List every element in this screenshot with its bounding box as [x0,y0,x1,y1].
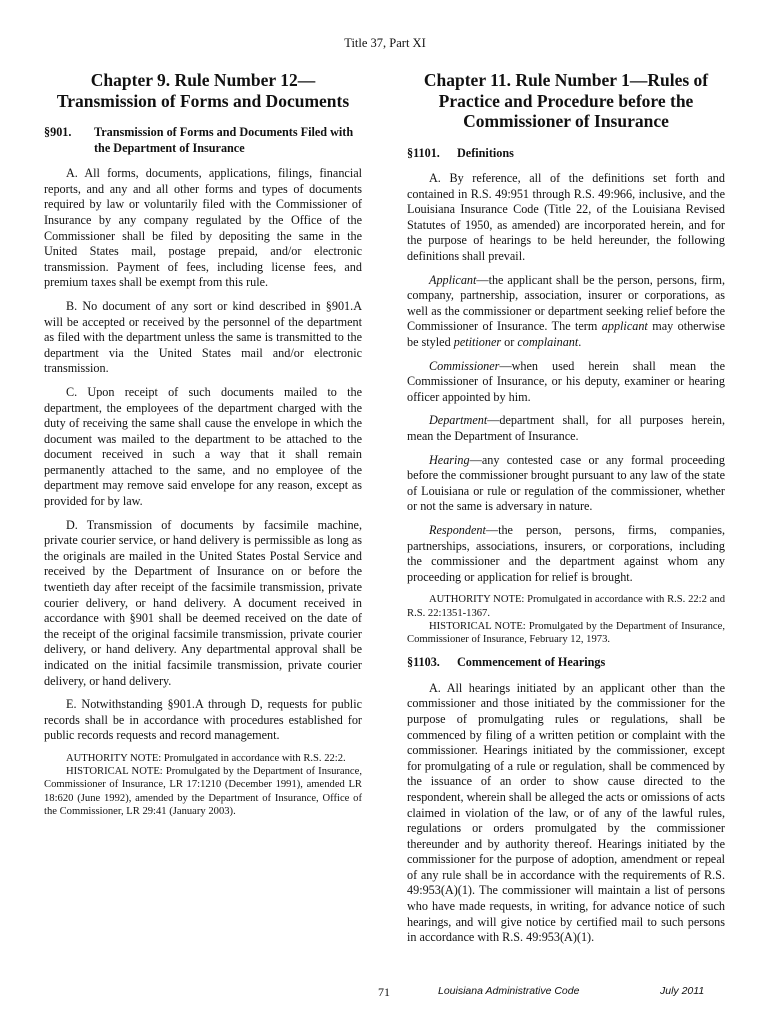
section-1101-heading [407,146,725,162]
paragraph-1103-a: A. All hearings initiated by an applicant other than the commissioner and those initiated by the commissioner for the purpose of promulgating rules or regulations, shall be commenced by filing of a written petition or complaint with the commissioner. Hearings initiated by the commissioner, except for promulgating of a rule or regulation, shall be commenced by the issuance of an order to show cause directed to the respondent, wherein shall be alleged the acts or omissions of acts claimed in violation of the law, or of any of the lawful rules, regulations or orders promulgated by the commissioner thereunder and by authority thereof. Hearings initiated by the commissioner for the purpose of adoption, amendment or repeal of any rule shall be in accordance with the requirements of R.S. 49:953(A)(1). The commissioner will maintain a list of persons who have made requests, in writing, for advance notice of such hearings, and will give notice by certified mail to such persons in accordance with R.S. 49:953(A)(1). [407,680,725,945]
publication-date: July 2011 [660,985,705,997]
historical-note: HISTORICAL NOTE: Promulgated by the Department of Insurance, Commissioner of Insurance, LR 17:1210 (December 1991), amended LR 18:620 (June 1992), amended by the Department of Insurance, Office of the Commissioner, LR 29:41 (January 2003). [44,766,362,817]
left-column [44,70,362,827]
section-number: §1101. [407,145,440,160]
authority-note: AUTHORITY NOTE: Promulgated in accordance with R.S. 22:2. [66,752,346,764]
term-respondent: Respondent [429,522,486,537]
paragraph-901-b: B. No document of any sort or kind described in §901.A will be accepted or received by the personnel of the department as filed with the department unless the same is transmitted to the department via the United States mail and/or electronic transmission. [44,298,362,376]
definition-respondent: Respondent—the person, persons, firms, companies, partnerships, associations, insurers, or corporations, including the commissioner and the department against whom any proceeding or application for relief is brought. [407,522,725,584]
section-number: §901. [44,125,72,139]
definition-hearing: Hearing—any contested case or any formal proceeding before the commissioner brought pursuant to any law of the state of Louisiana or rule or regulation of the commissioner, whether or not the same is adversary in nature. [407,452,725,514]
publication-name: Louisiana Administrative Code [438,985,580,997]
historical-note: HISTORICAL NOTE: Promulgated by the Department of Insurance, Commissioner of Insurance, February 12, 1973. [407,620,725,645]
paragraph-901-a: A. All forms, documents, applications, filings, financial reports, and any and all other forms and types of documents required by law or voluntarily filed with the Commissioner of Insurance by any company regulated by the Office of the Commissioner shall be filed by depositing the same in the United States mail, postage prepaid, and/or electronic transmission. Payment of fees, including license fees, and premium taxes shall be exempt from this rule. [44,166,362,290]
definition-commissioner: Commissioner—when used herein shall mean the Commissioner of Insurance, or his deputy, examiner or hearing officer appointed by him. [407,358,725,404]
authority-note: AUTHORITY NOTE: Promulgated in accordance with R.S. 22:2 and R.S. 22:1351-1367. [407,594,725,619]
chapter-9-title: Chapter 9. Rule Number 12—Transmission of Forms and Documents [56,70,350,111]
term-applicant: Applicant [429,272,477,287]
term-hearing: Hearing [429,452,470,467]
right-column [407,70,725,954]
section-title: Definitions [457,145,514,160]
paragraph-901-d: D. Transmission of documents by facsimile machine, private courier service, or hand delivery is permissible as long as the originals are mailed in the United States Postal Service and received by the Department of Insurance on or before the twentieth day after receipt of the facsimile transmission, private courier delivery, or hand delivery. A document received in accordance with §901 shall be deemed received on the date of the receipt of the original facsimile transmission, private courier delivery, or hand delivery. Any departmental approval shall be indicated on the initial facsimile transmission, private courier delivery, or hand delivery. [44,517,362,688]
page-number: 71 [378,985,390,999]
definition-department: Department—department shall, for all purposes herein, mean the Department of Insurance. [407,413,725,443]
term-department: Department [429,413,488,428]
section-title: Transmission of Forms and Documents Filed with the Department of Insurance [94,125,354,155]
section-number: §1103. [407,655,440,670]
section-title: Commencement of Hearings [457,655,606,670]
definition-applicant: Applicant—the applicant shall be the person, persons, firm, company, partnership, association, insurer or corporations, as well as the commissioner or department seeking relief before the Commissioner of Insurance. The term applicant may otherwise be styled petitioner or complainant. [407,272,725,350]
paragraph-901-c: C. Upon receipt of such documents mailed to the department, the employees of the department charged with the duty of receiving the same shall cause the envelope in which the document was mailed to the department to be attached to the document received in such a way that it shall remain permanently attached to the same, and no employee of the department may remove said envelope for any reason, except as provided for by law. [44,384,362,509]
paragraph-901-e: E. Notwithstanding §901.A through D, requests for public records shall be in accordance with procedures established for public records requests and record management. [44,697,362,743]
section-901-heading [44,125,362,156]
running-head: Title 37, Part XI [344,36,426,50]
section-1103-heading [407,655,725,671]
paragraph-1101-a: A. By reference, all of the definitions set forth and contained in R.S. 49:951 through R.S. 49:966, inclusive, and the Louisiana Insurance Code (Title 22, of the Louisiana Revised Statutes of 1950, as amended) are incorporated herein, and for the purpose of hearings to be held hereunder, the following definitions shall prevail. [407,171,725,264]
term-commissioner: Commissioner [429,358,500,373]
chapter-11-title: Chapter 11. Rule Number 1—Rules of Practice and Procedure before the Commissioner of Insurance [423,70,709,131]
